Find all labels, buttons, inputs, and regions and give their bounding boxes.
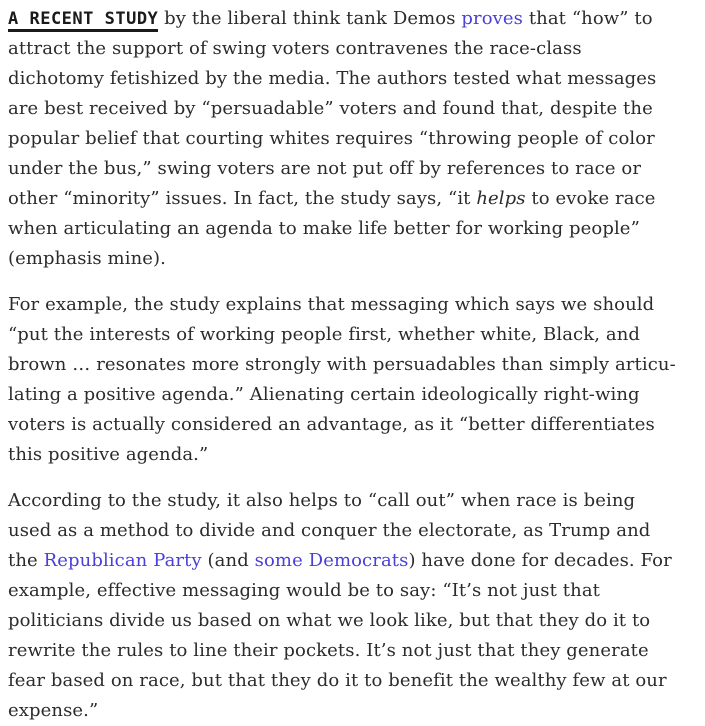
- paragraph-2: [8, 290, 679, 470]
- paragraph-1: [8, 4, 679, 274]
- paragraph-3-text-a: According to the study, it also helps to “call out” when race is being used as a method to divide and conquer the electorate, as Trump and the: [8, 490, 651, 571]
- paragraph-3-text-c: ) have done for decades. For example, effective messaging would be to say: “It’s not just that politicians divide us based on what we look like, but that they do it to rewrite the rules to line their pockets. It’s not just that they generate fear based on race, but that they do it to benefit the wealthy few at our expense.”: [8, 550, 672, 721]
- republican-party-link[interactable]: Republican Party: [43, 550, 202, 571]
- some-democrats-link[interactable]: some Democrats: [254, 550, 409, 571]
- proves-link[interactable]: proves: [461, 8, 523, 29]
- paragraph-1-text-c: to evoke race when articulating an agenda to make life better for working people” (emphasis mine).: [8, 188, 656, 269]
- paragraph-3-text-b: (and: [201, 550, 255, 571]
- paragraph-3: [8, 486, 679, 726]
- paragraph-1-text-a: by the liberal think tank Demos: [158, 8, 462, 29]
- emphasis-helps: helps: [476, 188, 526, 209]
- paragraph-2-text: For example, the study explains that messaging which says we should “put the interests of working people first, whether white, Black, and brown … resonates more strongly with persuadables than simply articulating a positive agenda.” Alienating certain ideologically right-wing voters is actually considered an advantage, as it “better differentiates this positive agenda.”: [8, 294, 676, 465]
- kicker-label: A RECENT STUDY: [8, 9, 158, 32]
- paragraph-1-text-b: that “how” to attract the support of swing voters contravenes the race-class dichotomy fetishized by the media. The authors tested what messages are best received by “persuadable” voters and found that, despite the popular belief that courting whites requires “throwing people of color under the bus,” swing voters are not put off by references to race or other “minority” issues. In fact, the study says, “it: [8, 8, 657, 209]
